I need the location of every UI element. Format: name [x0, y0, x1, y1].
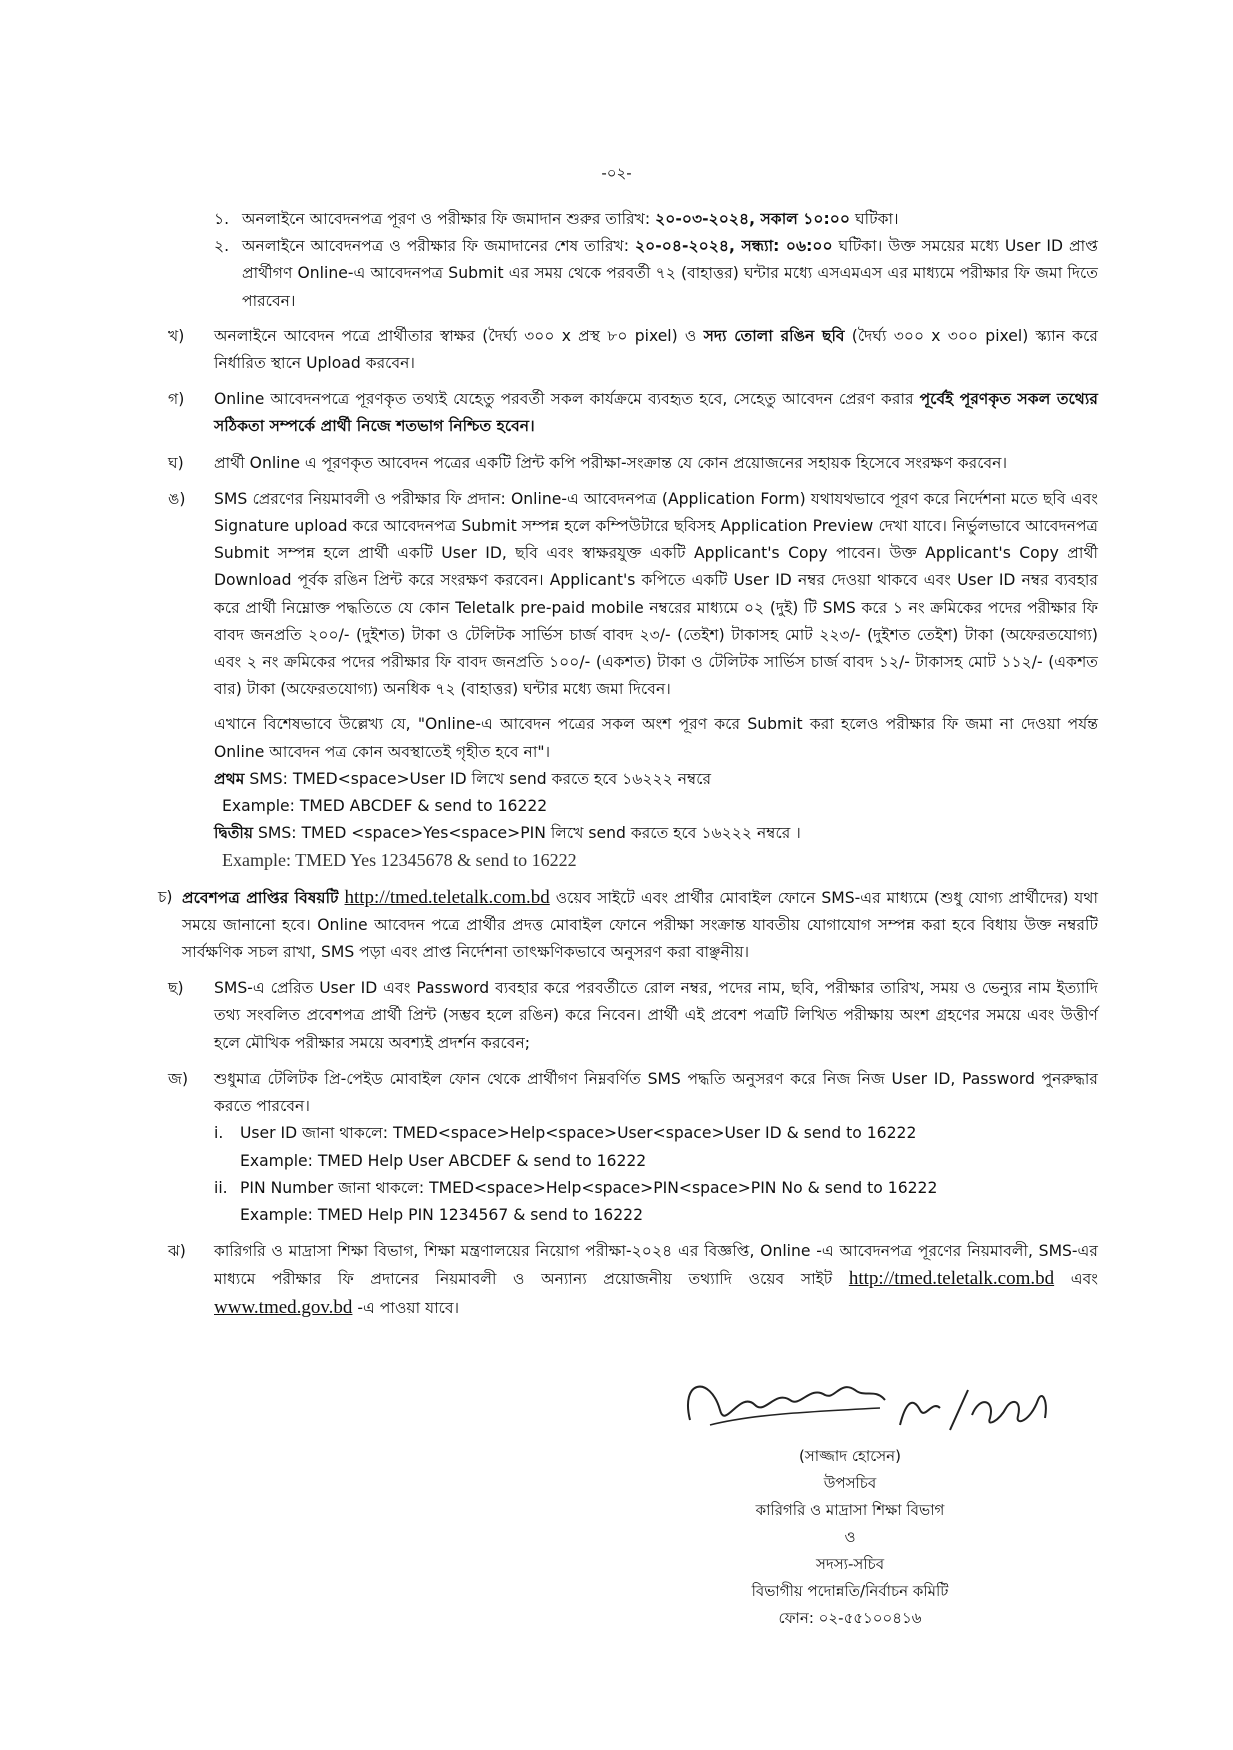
clause-marker: গ) — [168, 390, 185, 409]
clause-kha: খ) অনলাইনে আবেদন পত্রে প্রার্থীতার স্বাক্ষর (দৈর্ঘ্য ৩০০ x প্রস্থ ৮০ pixel) ও সদ্য তোলা রঙিন ছবি (দৈর্ঘ্য ৩০০ x ৩০০ pixel) স্ক্যান করে নির্ধারিত স্থানে Upload করবেন। — [168, 323, 1098, 377]
phone-number: ফোন: ০২-৫৫১০০৪১৬ — [778, 1609, 922, 1627]
clause-marker: ছ) — [168, 979, 184, 998]
clause-cha: চ) প্রবেশপত্র প্রাপ্তির বিষয়টি http://tmed.teletalk.com.bd ওয়েব সাইটে এবং প্রার্থীর মোবাইল ফোনে SMS-এর মাধ্যমে (শুধু যোগ্য প্রার্থীদের) যথা সময়ে জানানো হবে। Online আবেদন পত্রে প্রার্থীর প্রদত্ত মোবাইল ফোনে পরীক্ষা সংক্রান্ত যাবতীয় যোগাযোগ সম্পন্ন করা হবে বিধায় উক্ত নম্বরটি সার্বক্ষণিক সচল রাখা, SMS পড়া এবং প্রাপ্ত নির্দেশনা তাৎক্ষণিকভাবে অনুসরণ করা বাঞ্ছনীয়। — [168, 884, 1098, 967]
document-body — [158, 206, 1099, 1331]
clause-umo: ঙ) SMS প্রেরণের নিয়মাবলী ও পরীক্ষার ফি প্রদান: Online-এ আবেদনপত্র (Application Form) যথাযথভাবে পূরণ করে নির্দেশনা মতে ছবি এবং Signature upload করে আবেদনপত্র Submit সম্পন্ন হলে কম্পিউটারে ছবিসহ Application Preview দেখা যাবে। নির্ভুলভাবে আবেদনপত্র Submit সম্পন্ন হলে প্রার্থী একটি User ID, ছবি এবং স্বাক্ষরযুক্ত একটি Applicant's Copy পাবেন। উক্ত Applicant's Copy প্রার্থী Download পূর্বক রঙিন প্রিন্ট করে সংরক্ষণ করবেন। Applicant's কপিতে একটি User ID নম্বর দেওয়া থাকবে এবং User ID নম্বর ব্যবহার করে প্রার্থী নিম্নোক্ত পদ্ধতিতে যে কোন Teletalk pre-paid mobile নম্বরের মাধ্যমে ০২ (দুই) টি SMS করে ১ নং ক্রমিকের পদের পরীক্ষার ফি বাবদ জনপ্রতি ২০০/- (দুইশত) টাকা ও টেলিটক সার্ভিস চার্জ বাবদ ২৩/- (তেইশ) টাকাসহ মোট ২২৩/- (দুইশত তেইশ) টাকা (অফেরতযোগ্য) এবং ২ নং ক্রমিকের পদের পরীক্ষার ফি বাবদ জনপ্রতি ১০০/- (একশত) টাকা ও টেলিটক সার্ভিস চার্জ বাবদ ১২/- টাকাসহ মোট ১১২/- (একশত বার) টাকা (অফেরতযোগ্য) অনধিক ৭২ (বাহাত্তর) ঘন্টার মধ্যে জমা দিবেন। এখানে বিশেষভাবে উল্লেখ্য যে, "Online-এ আবেদন পত্রের সকল অংশ পূরণ করে Submit করা হলেও পরীক্ষার ফি জমা না দেওয়া পর্যন্ত Online আবেদন পত্র কোন অবস্থাতেই গৃহীত হবে না"। প্রথম SMS: TMED<space>User ID লিখে send করতে হবে ১৬২২২ নম্বরে Example: TMED ABCDEF & send to 16222 দ্বিতীয় SMS: TMED <space>Yes<space>PIN লিখে send করতে হবে ১৬২২২ নম্বরে । Example: TMED Yes 12345678 & send to 16222 — [168, 486, 1098, 875]
clause-marker: জ) — [168, 1069, 189, 1088]
signature-block: (সাজ্জাদ হোসেন) উপসচিব কারিগরি ও মাদ্রাসা শিক্ষা বিভাগ ও সদস্য-সচিব বিভাগীয় পদোন্নতি/নির্বাচন কমিটি ফোন: ০২-৫৫১০০৪১৬ — [680, 1443, 1020, 1632]
clause-ja: জ) শুধুমাত্র টেলিটক প্রি-পেইড মোবাইল ফোন থেকে প্রার্থীগণ নিম্নবর্ণিত SMS পদ্ধতি অনুসরণ করে নিজ নিজ User ID, Password পুনরুদ্ধার করতে পারবেন। i. User ID জানা থাকলে: TMED<space>Help<space>User<space>User ID & send to 16222 Example: TMED Help User ABCDEF & send to 16222 ii. PIN Number জানা থাকলে: TMED<space>Help<space>PIN<space>PIN No & send to 16222 Example: TMED Help PIN 1234567 & send to 16222 — [168, 1066, 1098, 1229]
clause-chha: ছ) SMS-এ প্রেরিত User ID এবং Password ব্যবহার করে পরবর্তীতে রোল নম্বর, পদের নাম, ছবি, পরীক্ষার তারিখ, সময় ও ভেন্যুর নাম ইত্যাদি তথ্য সংবলিত প্রবেশপত্র প্রার্থী প্রিন্ট (সম্ভব হলে রঙিন) করে নিবেন। প্রার্থী এই প্রবেশ পত্রটি লিখিত পরীক্ষায় অংশ গ্রহণের সময়ে এবং উত্তীর্ণ হলে মৌখিক পরীক্ষার সময়ে অবশ্যই প্রদর্শন করবেন; — [168, 975, 1098, 1057]
teletalk-link[interactable]: http://tmed.teletalk.com.bd — [848, 1268, 1055, 1290]
clause-marker: ঙ) — [168, 489, 186, 508]
clause-marker: চ) — [158, 887, 173, 906]
list-item: i. User ID জানা থাকলে: TMED<space>Help<space>User<space>User ID & send to 16222 Example: TMED Help User ABCDEF & send to 16222 — [214, 1124, 917, 1170]
clause-jha: ঝ) কারিগরি ও মাদ্রাসা শিক্ষা বিভাগ, শিক্ষা মন্ত্রণালয়ের নিয়োগ পরীক্ষা-২০২৪ এর বিজ্ঞপ্তি, Online -এ আবেদনপত্র পূরণের নিয়মাবলী, SMS-এর মাধ্যমে পরীক্ষার ফি প্রদানের নিয়মাবলী ও অন্যান্য প্রয়োজনীয় তথ্যাদি ওয়েব সাইট http://tmed.teletalk.com.bd এবং www.tmed.gov.bd -এ পাওয়া যাবে। — [168, 1238, 1098, 1322]
start-date: ২০-০৩-২০২৪, সকাল ১০:০০ — [655, 210, 851, 228]
item-marker: ১. — [214, 210, 230, 228]
second-sms-instruction: দ্বিতীয় SMS: TMED <space>Yes<space>PIN লিখে send করতে হবে ১৬২২২ নম্বরে । — [214, 824, 801, 843]
clause-ga: গ) Online আবেদনপত্রে পূরণকৃত তথ্যই যেহেতু পরবর্তী সকল কার্যক্রমে ব্যবহৃত হবে, সেহেতু আবেদন প্রেরণ করার পূর্বেই পূরণকৃত সকল তথ্যের সঠিকতা সম্পর্কে প্রার্থী নিজে শতভাগ নিশ্চিত হবেন। — [168, 386, 1098, 440]
first-sms-instruction: প্রথম SMS: TMED<space>User ID লিখে send করতে হবে ১৬২২২ নম্বরে — [214, 769, 712, 788]
list-item: ii. PIN Number জানা থাকলে: TMED<space>Help<space>PIN<space>PIN No & send to 16222 Example: TMED Help PIN 1234567 & send to 16222 — [214, 1178, 938, 1224]
list-item: ১. অনলাইনে আবেদনপত্র পূরণ ও পরীক্ষার ফি জমাদান শুরুর তারিখ: ২০-০৩-২০২৪, সকাল ১০:০০ ঘটিকা। — [168, 206, 1098, 233]
tmed-gov-link[interactable]: www.tmed.gov.bd — [214, 1296, 353, 1318]
handwritten-signature — [650, 1370, 1070, 1440]
item-marker: ২. — [214, 237, 230, 256]
page-number: -০২- — [601, 164, 632, 182]
clause-marker: ঝ) — [168, 1242, 186, 1261]
clause-marker: ঘ) — [168, 453, 184, 472]
list-item: ২. অনলাইনে আবেদনপত্র ও পরীক্ষার ফি জমাদানের শেষ তারিখ: ২০-০৪-২০২৪, সন্ধ্যা: ০৬:০০ ঘটিকা। উক্ত সময়ের মধ্যে User ID প্রাপ্ত প্রার্থীগণ Online-এ আবেদনপত্র Submit এর সময় থেকে পরবর্তী ৭২ (বাহাত্তর) ঘন্টার মধ্যে এসএমএস এর মাধ্যমে পরীক্ষার ফি জমা দিতে পারবেন। — [168, 233, 1098, 315]
second-sms-example: Example: TMED Yes 12345678 & send to 16222 — [222, 850, 577, 871]
clause-marker: খ) — [168, 326, 185, 345]
clause-gha: ঘ) প্রার্থী Online এ পূরণকৃত আবেদন পত্রের একটি প্রিন্ট কপি পরীক্ষা-সংক্রান্ত যে কোন প্রয়োজনের সহায়ক হিসেবে সংরক্ষণ করবেন। — [168, 450, 1098, 477]
end-date: ২০-০৪-২০২৪, সন্ধ্যা: ০৬:০০ — [635, 237, 833, 256]
important-note: এখানে বিশেষভাবে উল্লেখ্য যে, "Online-এ আবেদন পত্রের সকল অংশ পূরণ করে Submit করা হলেও পরীক্ষার ফি জমা না দেওয়া পর্যন্ত Online আবেদন পত্র কোন অবস্থাতেই গৃহীত হবে না"। — [214, 715, 1098, 761]
first-sms-example: Example: TMED ABCDEF & send to 16222 — [222, 797, 548, 816]
teletalk-link[interactable]: http://tmed.teletalk.com.bd — [344, 886, 550, 908]
signatory-name: (সাজ্জাদ হোসেন) — [799, 1447, 901, 1465]
